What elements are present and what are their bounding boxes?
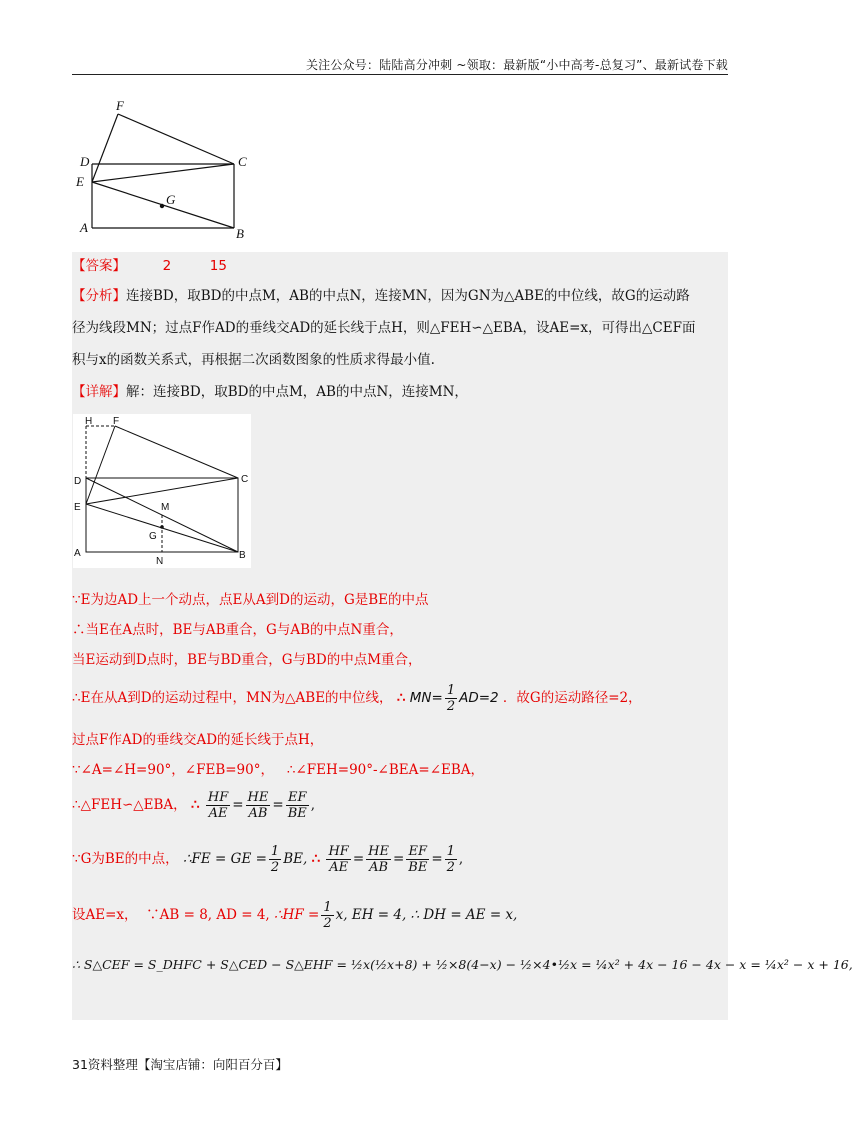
answer-value-1: 2 — [162, 258, 172, 274]
fraction-half: $\frac{1}{2}$ — [446, 683, 456, 714]
label-B: B — [236, 226, 244, 241]
step-4: ∴E在从A到D的运动过程中，MN为△ABE的中位线， ∴ MN= $\frac{1}{2}$ AD=2 ．故G的运动路径=2， — [72, 683, 642, 714]
step-9: 设AE=x， ∵AB = 8, AD = 4, ∴HF = $\frac{1}{2}$ x, EH = 4, ∴ DH = AE = x, — [72, 900, 518, 931]
step-10: ∴ S△CEF = S_DHFC + S△CED − S△EHF = ½x(½x+8) + ½×8(4−x) − ½×4•½x = ¼x² + 4x − 16 − 4x − x = ¼x² − x + 16, — [72, 957, 853, 972]
label-B: B — [239, 550, 246, 561]
label-N: N — [156, 556, 164, 567]
label-D: D — [74, 476, 82, 487]
label-F: F — [116, 98, 124, 113]
analysis-line-3: 积与x的函数关系式，再根据二次函数图象的性质求得最小值. — [72, 352, 435, 368]
answer-line — [72, 258, 227, 274]
label-H: H — [85, 416, 93, 427]
analysis-line-2: 径为线段MN；过点F作AD的垂线交AD的延长线于点H，则△FEH∽△EBA，设AE=x，可得出△CEF面 — [72, 320, 696, 336]
step-3: 当E运动到D点时，BE与BD重合，G与BD的中点M重合， — [72, 652, 422, 668]
step-2: ∴当E在A点时，BE与AB重合，G与AB的中点N重合， — [72, 622, 403, 638]
label-E: E — [74, 502, 81, 513]
page-footer — [72, 1055, 288, 1073]
answer-value-2: 15 — [209, 258, 227, 274]
step-7: ∴△FEH∽△EBA， ∴ $\frac{HF}{AE}$ = $\frac{HE}{AB}$ = $\frac{EF}{BE}$ , — [72, 790, 316, 821]
step-1: ∵E为边AD上一个动点，点E从A到D的运动，G是BE的中点 — [72, 592, 429, 608]
detail-text: 解：连接BD，取BD的中点M，AB的中点N，连接MN， — [126, 384, 468, 400]
detail-tag: 【详解】 — [72, 384, 126, 400]
label-M: M — [161, 502, 170, 513]
page-header: 关注公众号：陆陆高分冲刺 ~领取：最新版“小中高考-总复习”、最新试卷下载 — [305, 58, 728, 72]
label-F: F — [113, 416, 120, 427]
step-6: ∵∠A=∠H=90°，∠FEB=90°， ∴∠FEH=90°-∠BEA=∠EBA， — [72, 762, 485, 778]
analysis-text-1: 连接BD，取BD的中点M，AB的中点N，连接MN，因为GN为△ABE的中位线，故G的运动路 — [126, 288, 690, 304]
analysis-line-1 — [72, 288, 690, 304]
detail-line — [72, 384, 468, 400]
footer-text: 资料整理【淘宝店铺：向阳百分百】 — [87, 1057, 288, 1072]
label-G: G — [166, 192, 176, 207]
label-G: G — [149, 531, 157, 542]
label-D: D — [80, 154, 90, 169]
formula-tail: = ½x(½x+8) + ½×8(4−x) − ½×4•½x = ¼x² + 4x − 16 − 4x − x = ¼x² − x + 16, — [336, 957, 853, 972]
page-number: 31 — [72, 1057, 88, 1072]
label-A: A — [74, 548, 81, 559]
step-5: 过点F作AD的垂线交AD的延长线于点H， — [72, 732, 324, 748]
fraction-hf-ae: $\frac{HF}{AE}$ — [207, 790, 229, 821]
step-8: ∵G为BE的中点， ∴FE = GE = $\frac{1}{2}$ BE, ∴ $\frac{HF}{AE}$ = $\frac{HE}{AB}$ = $\frac{EF}{BE}$ = $\frac{1}{2}$ , — [72, 844, 464, 875]
label-C: C — [241, 474, 249, 485]
header-rule — [72, 74, 728, 75]
answer-tag: 【答案】 — [72, 258, 126, 274]
analysis-tag: 【分析】 — [72, 288, 126, 304]
label-A: A — [80, 220, 88, 235]
figure-1 — [74, 98, 254, 244]
label-C: C — [238, 154, 247, 169]
figure-2 — [73, 414, 251, 568]
label-E: E — [76, 174, 84, 189]
